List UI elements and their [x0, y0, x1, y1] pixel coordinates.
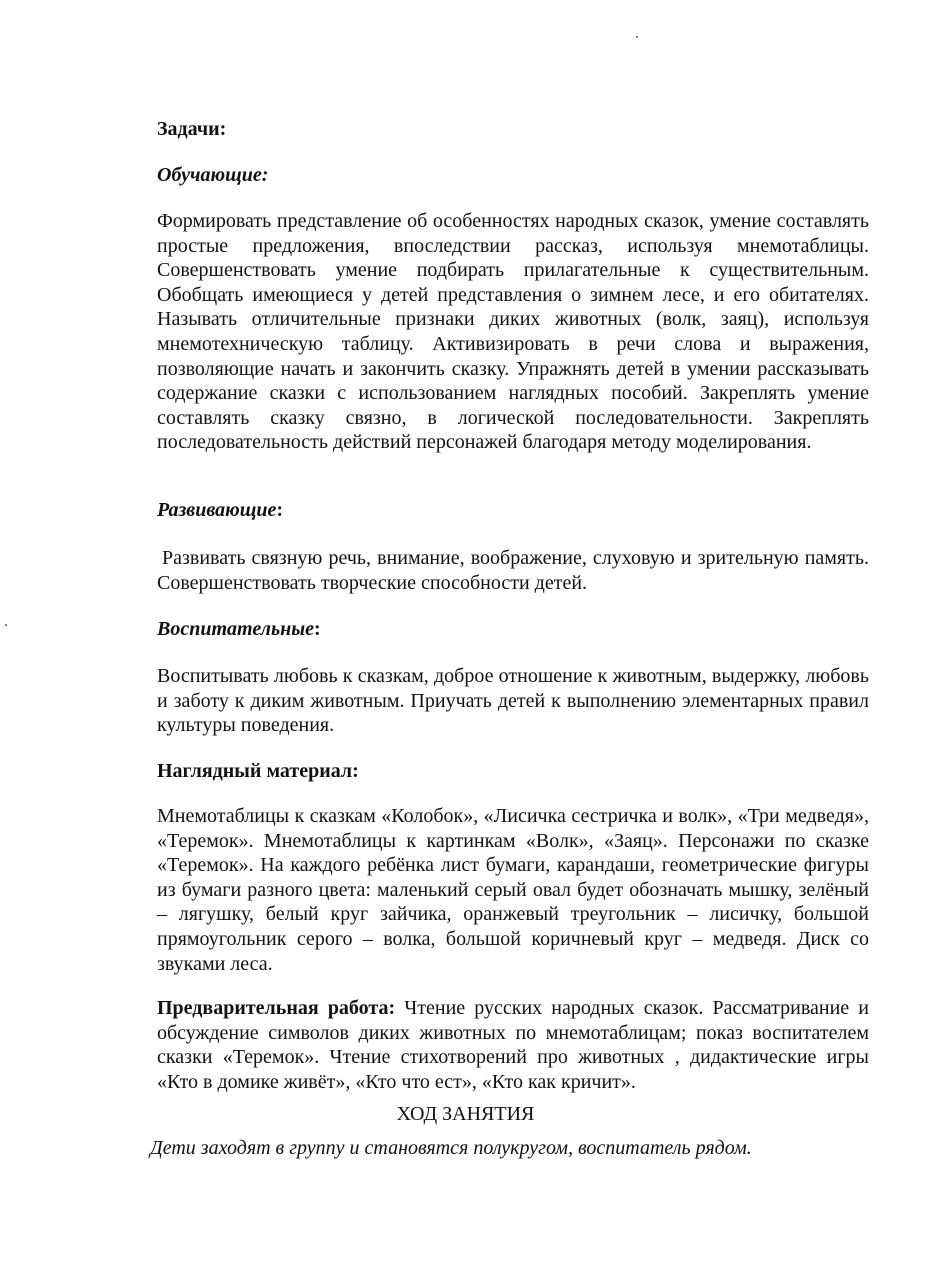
preliminary-work-label: Предварительная работа: — [157, 997, 396, 1019]
educational-paragraph: Воспитывать любовь к сказкам, доброе отношение к животным, выдержку, любовь и заботу к диким животным. Приучать детей к выполнению элементарных правил культуры поведения. — [157, 665, 869, 737]
developing-paragraph: Развивать связную речь, внимание, воображение, слуховую и зрительную память. Совершенствовать творческие способности детей. — [157, 547, 869, 594]
lesson-intro-line: Дети заходят в группу и становятся полукругом, воспитатель рядом. — [150, 1137, 752, 1159]
scan-speck — [5, 624, 7, 626]
developing-heading-colon: : — [276, 499, 284, 521]
preliminary-work-text: Чтение русских народных сказок. Рассматривание и обсуждение символов диких животных по мнемотаблицам; показ воспитателем сказки «Теремок». Чтение стихотворений про животных , дидактические игры «Кто в домике живёт», «Кто что ест», «Кто как кричит». — [157, 997, 869, 1093]
preliminary-work-paragraph — [157, 996, 869, 1094]
lesson-title: ХОД ЗАНЯТИЯ — [396, 1103, 535, 1125]
educational-heading-label: Воспитательные — [157, 618, 314, 640]
tasks-heading: Задачи: — [157, 118, 227, 140]
educational-heading-colon: : — [313, 618, 321, 640]
educational-heading — [157, 617, 869, 642]
developing-heading — [157, 498, 869, 523]
visual-material-heading: Наглядный материал: — [157, 760, 359, 782]
developing-heading-label: Развивающие — [157, 499, 277, 521]
visual-material-paragraph: Мнемотаблицы к сказкам «Колобок», «Лисичка сестричка и волк», «Три медведя», «Теремок». Мнемотаблицы к картинкам «Волк», «Заяц». Персонажи по сказке «Теремок». На каждого ребёнка лист бумаги, карандаши, геометрические фигуры из бумаги разного цвета: маленький серый овал будет обозначать мышку, зелёный – лягушку, белый круг зайчика, оранжевый треугольник – лисичку, большой прямоугольник серого – волка, большой коричневый круг – медведя. Диск со звуками леса. — [157, 805, 869, 975]
teaching-paragraph: Формировать представление об особенностях народных сказок, умение составлять простые предложения, впоследствии рассказ, используя мнемотаблицы. Совершенствовать умение подбирать прилагательные к существительным. Обобщать имеющиеся у детей представления о зимнем лесе, и его обитателях. Называть отличительные признаки диких животных (волк, заяц), используя мнемотехническую таблицу. Активизировать в речи слова и выражения, позволяющие начать и закончить сказку. Упражнять детей в умении рассказывать содержание сказки с использованием наглядных пособий. Закреплять умение составлять сказку связно, в логической последовательности. Закреплять последовательность действий персонажей благодаря методу моделирования. — [157, 210, 869, 454]
scan-speck — [636, 36, 638, 38]
teaching-heading: Обучающие: — [157, 164, 269, 186]
